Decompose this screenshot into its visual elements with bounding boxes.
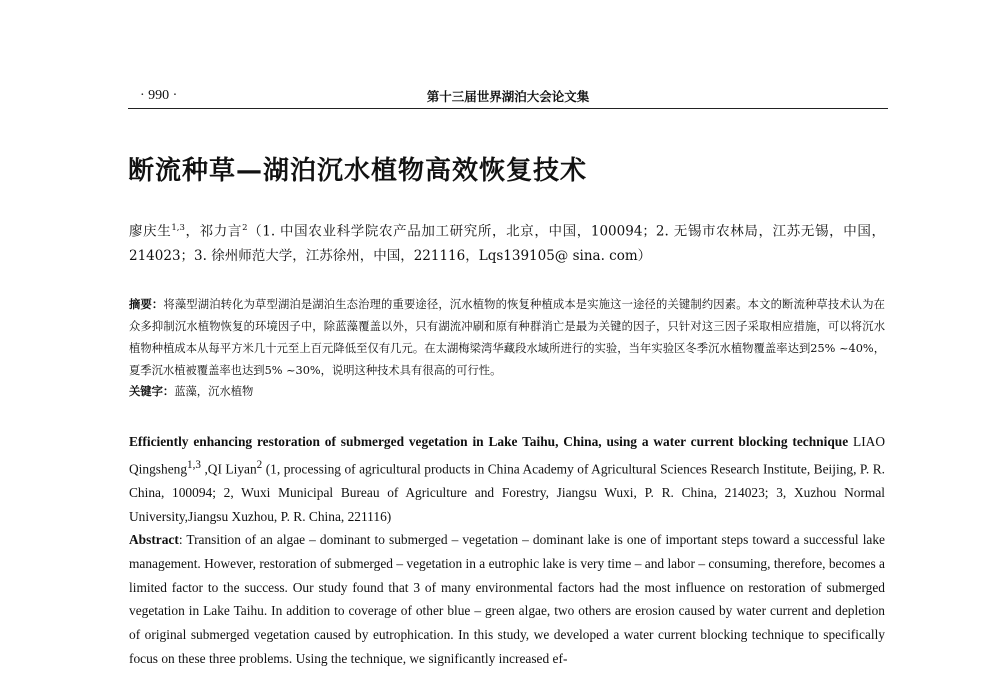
page-number: · 990 · xyxy=(140,88,178,103)
keywords-label-cn: 关键字： xyxy=(129,385,175,398)
abstract-en xyxy=(129,528,885,670)
author-liao-cn: 廖庆生 xyxy=(129,223,172,240)
author-qi-sup: 2 xyxy=(242,223,248,233)
abstract-label-cn: 摘要： xyxy=(129,298,164,311)
affiliations-en: (1, processing of agricultural products in China Academy of Agricultural Sciences Research Institute, Beijing, P. R. China, 100094; 2, Wuxi Municipal Bureau of Agriculture and Forestry, Jiangsu Wuxi, P. R. China, 214023; 3, Xuzhou Normal University,Jiangsu Xuzhou, P. R. China, 221116) xyxy=(129,461,885,524)
abstract-text-en: : Transition of an algae – dominant to submerged – vegetation – dominant lake is one of important steps toward a successful lake management. However, restoration of submerged – vegetation in a eutrophic lake is very time – and labor – consuming, therefore, becomes a limited factor to the success. Our study found that 3 of many environmental factors had the most influence on restoration of submerged vegetation in Lake Taihu. In addition to coverage of other blue – green algae, two others are erosion caused by water current and depletion of original submerged vegetation caused by eutrophication. In this study, we developed a water current blocking technique to specifically focus on these three problems. Using the technique, we significantly increased ef- xyxy=(129,532,885,666)
paper-title-en: Efficiently enhancing restoration of submerged vegetation in Lake Taihu, China, using a water current blocking technique xyxy=(129,434,849,449)
english-header xyxy=(129,430,885,528)
authors-cn xyxy=(129,216,885,268)
affiliations-cn: （1. 中国农业科学院农产品加工研究所，北京，中国，100094；2. 无锡市农林局，江苏无锡，中国，214023；3. 徐州师范大学，江苏徐州，中国，221116，Lqs139105@ sina. com） xyxy=(129,223,886,264)
english-section xyxy=(129,430,885,671)
abstract-text-cn: 将藻型湖泊转化为草型湖泊是湖泊生态治理的重要途径，沉水植物的恢复种植成本是实施这一途径的关键制约因素。本文的断流种草技术认为在众多抑制沉水植物恢复的环境因子中，除蓝藻覆盖以外，只有湖流冲刷和原有种群消亡是最为关键的因子，只针对这三因子采取相应措施，可以将沉水植物种植成本从每平方米几十元至上百元降低至仅有几元。在太湖梅梁湾华藏段水域所进行的实验，当年实验区冬季沉水植物覆盖率达到25% ~40%，夏季沉水植被覆盖率也达到5% ~30%，说明这种技术具有很高的可行性。 xyxy=(129,298,885,377)
author-liao-en-sup: 1,3 xyxy=(187,458,201,471)
author-liao-en: LIAO Qingsheng xyxy=(129,434,885,477)
abstract-cn xyxy=(129,294,885,382)
author-qi-en: ,QI Liyan xyxy=(200,461,257,477)
journal-title: 第十三届世界湖泊大会论文集 xyxy=(426,89,590,104)
author-qi-cn: ，祁力言 xyxy=(184,223,243,240)
running-header xyxy=(128,86,888,109)
paper-title-cn: 断流种草—湖泊沉水植物高效恢复技术 xyxy=(128,156,588,186)
author-qi-en-sup: 2 xyxy=(256,458,263,471)
keywords-cn xyxy=(129,383,885,401)
keywords-text-cn: 蓝藻，沉水植物 xyxy=(174,385,254,398)
author-liao-sup: 1,3 xyxy=(171,223,185,233)
abstract-label-en: Abstract xyxy=(129,532,179,548)
